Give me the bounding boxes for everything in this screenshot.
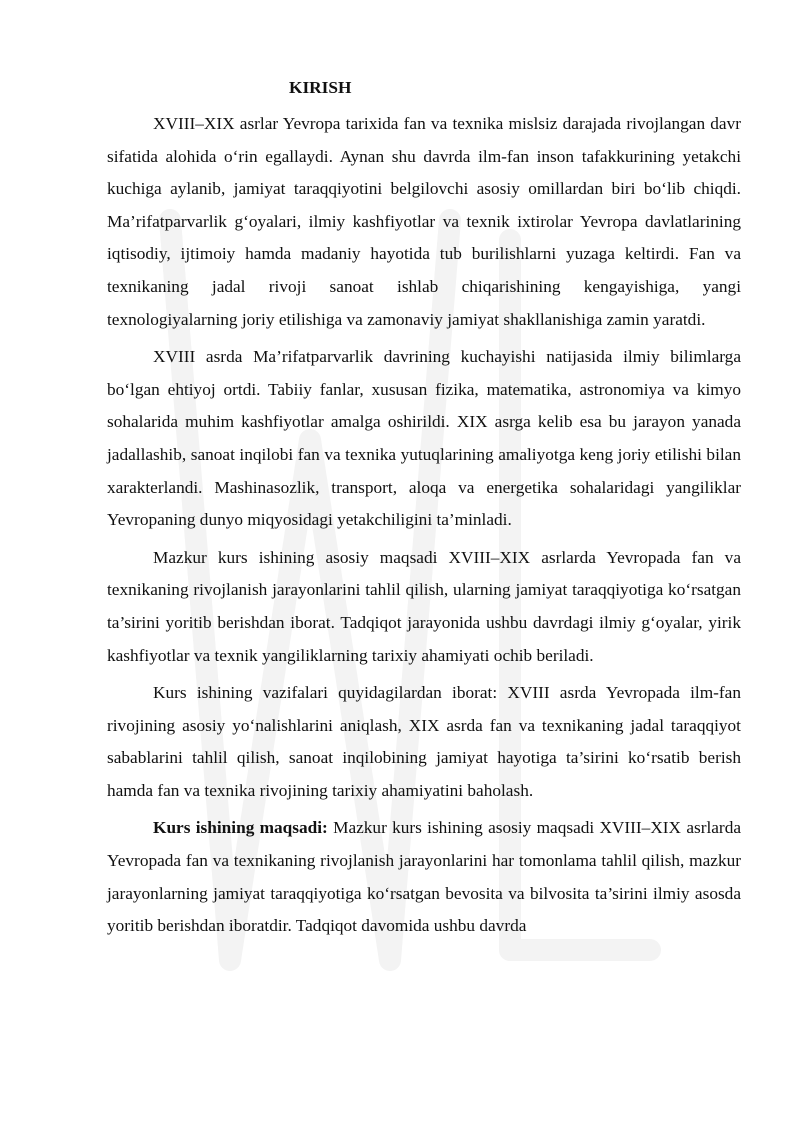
paragraph-1: XVIII–XIX asrlar Yevropa tarixida fan va texnika mislsiz darajada rivojlangan davr sifatida alohida o‘rin egallaydi. Aynan shu davrda ilm-fan inson tafakkurining yetakchi kuchiga aylanib, jamiyat taraqqiyotini belgilovchi asosiy omillardan biri bo‘lib chiqdi. Ma’rifatparvarlik g‘oyalari, ilmiy kashfiyotlar va texnik ixtirolar Yevropa davlatlarining iqtisodiy, ijtimoiy hamda madaniy hayotida tub burilishlarni yuzaga keltirdi. Fan va texnikaning jadal rivoji sanoat ishlab chiqarishining kengayishiga, yangi texnologiyalarning joriy etilishiga va zamonaviy jamiyat shakllanishiga zamin yaratdi. bbox=[107, 114, 741, 329]
paragraph-4: Kurs ishining vazifalari quyidagilardan iborat: XVIII asrda Yevropada ilm-fan rivojining asosiy yo‘nalishlarini aniqlash, XIX asrda fan va texnikaning jadal taraqqiyot sabablarini tahlil qilish, sanoat inqilobining jamiyat hayotiga ta’sirini ko‘rsatib berish hamda fan va texnika rivojining tarixiy ahamiyatini baholash. bbox=[107, 683, 741, 800]
paragraph-5-text: Mazkur kurs ishining asosiy maqsadi XVIII–XIX asrlarda Yevropada fan va texnikaning rivojlanish jarayonlarini har tomonlama tahlil qilish, mazkur jarayonlarning jamiyat taraqqiyotiga ko‘rsatgan bevosita va bilvosita ta’sirini ilmiy asosda yoritib berishdan iboratdir. Tadqiqot davomida ushbu davrda bbox=[107, 818, 742, 936]
paragraph-5-lead: Kurs ishining maqsadi: bbox=[153, 818, 328, 838]
document-body bbox=[107, 72, 741, 948]
paragraph-5 bbox=[107, 812, 741, 942]
page-title: KIRISH bbox=[289, 78, 352, 97]
paragraph-2: XVIII asrda Ma’rifatparvarlik davrining kuchayishi natijasida ilmiy bilimlarga bo‘lgan ehtiyoj ortdi. Tabiiy fanlar, xususan fizika, matematika, astronomiya va kimyo sohalarida muhim kashfiyotlar amalga oshirildi. XIX asrga kelib esa bu jarayon yanada jadallashib, sanoat inqilobi fan va texnika yutuqlarining amaliyotga keng joriy etilishi bilan xarakterlandi. Mashinasozlik, transport, aloqa va energetika sohalaridagi yangiliklar Yevropaning dunyo miqyosidagi yetakchiligini ta’minladi. bbox=[107, 347, 741, 530]
paragraph-3: Mazkur kurs ishining asosiy maqsadi XVIII–XIX asrlarda Yevropada fan va texnikaning rivojlanish jarayonlarini tahlil qilish, ularning jamiyat taraqqiyotiga ko‘rsatgan ta’sirini yoritib berishdan iborat. Tadqiqot jarayonida ushbu davrdagi ilmiy g‘oyalar, yirik kashfiyotlar va texnik yangiliklarning tarixiy ahamiyati ochib beriladi. bbox=[107, 547, 741, 665]
